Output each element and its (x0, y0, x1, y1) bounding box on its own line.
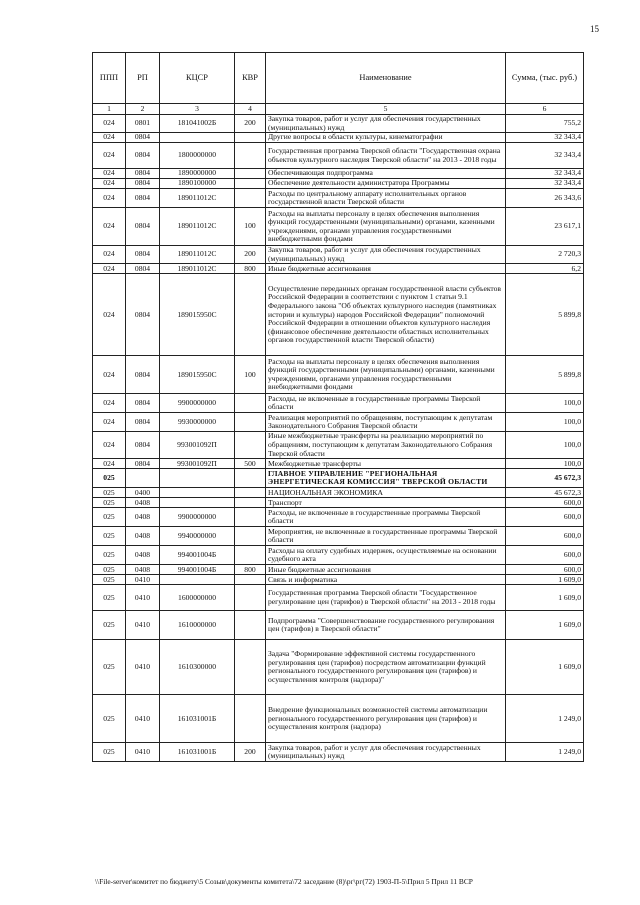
cell-rp: 0410 (126, 743, 160, 762)
cell-sum: 100,0 (506, 432, 584, 459)
cell-name: Расходы на оплату судебных издержек, осуществляемые на основании судебного акта (266, 546, 506, 565)
cell-kvr: 100 (235, 356, 266, 394)
cell-kvr (235, 189, 266, 208)
cell-name: Расходы по центральному аппарату исполнительных органов государственной власти Тверской области (266, 189, 506, 208)
cell-name: Государственная программа Тверской области "Государственное регулирование цен (тарифов) в Тверской области" на 2013 - 2018 годы (266, 585, 506, 611)
cell-name: Закупка товаров, работ и услуг для обеспечения государственных (муниципальных) нужд (266, 246, 506, 264)
cell-name: Подпрограмма "Совершенствование государственного регулирования цен (тарифов) в Тверской области" (266, 611, 506, 640)
table-row (93, 274, 584, 356)
header-ppp: ППП (93, 53, 126, 104)
cell-kcsr: 9900000000 (160, 394, 235, 413)
table-row (93, 189, 584, 208)
footer-file-path: \\File-server\комитет по бюджету\5 Созыв\документы комитета\72 заседание (8)\рг\рг(72) 1903-П-5\Прил 5 Прил 11 ВСР (95, 877, 473, 886)
cell-sum: 1 609,0 (506, 611, 584, 640)
table-row (93, 546, 584, 565)
cell-ppp: 024 (93, 413, 126, 432)
cell-sum: 1 609,0 (506, 575, 584, 585)
table-row (93, 169, 584, 179)
cell-rp: 0804 (126, 413, 160, 432)
budget-table (92, 52, 584, 762)
cell-kcsr: 1890000000 (160, 169, 235, 179)
cell-ppp: 024 (93, 356, 126, 394)
cell-sum: 1 609,0 (506, 640, 584, 695)
cell-kvr (235, 274, 266, 356)
cell-name: Межбюджетные трансферты (266, 459, 506, 469)
cell-name: Связь и информатика (266, 575, 506, 585)
cell-rp: 0801 (126, 115, 160, 133)
cell-kcsr: 189015950С (160, 274, 235, 356)
table-row (93, 179, 584, 189)
cell-sum: 45 672,3 (506, 488, 584, 498)
table-row (93, 143, 584, 169)
table-row (93, 743, 584, 762)
cell-kcsr: 189015950С (160, 356, 235, 394)
table-row (93, 611, 584, 640)
cell-ppp: 025 (93, 546, 126, 565)
cell-rp (126, 469, 160, 488)
cell-kvr (235, 585, 266, 611)
cell-sum: 600,0 (506, 508, 584, 527)
cell-kvr: 200 (235, 115, 266, 133)
cell-kcsr: 9930000000 (160, 413, 235, 432)
cell-ppp: 025 (93, 575, 126, 585)
cell-ppp: 025 (93, 585, 126, 611)
table-row (93, 585, 584, 611)
cell-kcsr: 161031001Б (160, 695, 235, 743)
cell-kcsr: 1610300000 (160, 640, 235, 695)
cell-kcsr: 9900000000 (160, 508, 235, 527)
cell-rp: 0804 (126, 264, 160, 274)
column-number: 3 (160, 104, 235, 115)
table-row (93, 432, 584, 459)
cell-kvr (235, 575, 266, 585)
cell-ppp: 024 (93, 133, 126, 143)
column-number: 5 (266, 104, 506, 115)
cell-name: Расходы, не включенные в государственные программы Тверской области (266, 508, 506, 527)
cell-sum: 23 617,1 (506, 208, 584, 246)
cell-kcsr: 189011012С (160, 246, 235, 264)
cell-name: Государственная программа Тверской области "Государственная охрана объектов культурного наследия Тверской области" на 2013 - 2018 годы (266, 143, 506, 169)
table-row (93, 356, 584, 394)
cell-name: Иные межбюджетные трансферты на реализацию мероприятий по обращениям, поступающим к депутатам Законодательного Собрания Тверской области (266, 432, 506, 459)
cell-kcsr (160, 498, 235, 508)
cell-rp: 0408 (126, 565, 160, 575)
cell-sum: 2 720,3 (506, 246, 584, 264)
cell-kvr (235, 695, 266, 743)
cell-kvr (235, 611, 266, 640)
table-row (93, 527, 584, 546)
cell-rp: 0804 (126, 133, 160, 143)
column-number: 2 (126, 104, 160, 115)
cell-ppp: 024 (93, 179, 126, 189)
cell-name: Транспорт (266, 498, 506, 508)
cell-sum: 600,0 (506, 565, 584, 575)
cell-kvr (235, 143, 266, 169)
cell-ppp: 025 (93, 743, 126, 762)
cell-kcsr (160, 469, 235, 488)
cell-ppp: 024 (93, 208, 126, 246)
cell-kvr (235, 469, 266, 488)
cell-name: Мероприятия, не включенные в государственные программы Тверской области (266, 527, 506, 546)
cell-rp: 0410 (126, 585, 160, 611)
cell-rp: 0804 (126, 432, 160, 459)
cell-kcsr: 161031001Б (160, 743, 235, 762)
cell-ppp: 024 (93, 274, 126, 356)
cell-kvr (235, 432, 266, 459)
cell-rp: 0408 (126, 508, 160, 527)
cell-rp: 0408 (126, 498, 160, 508)
cell-ppp: 025 (93, 498, 126, 508)
cell-kcsr (160, 575, 235, 585)
cell-ppp: 024 (93, 115, 126, 133)
cell-rp: 0804 (126, 274, 160, 356)
cell-ppp: 024 (93, 432, 126, 459)
cell-name: ГЛАВНОЕ УПРАВЛЕНИЕ "РЕГИОНАЛЬНАЯ ЭНЕРГЕТИЧЕСКАЯ КОМИССИЯ" ТВЕРСКОЙ ОБЛАСТИ (266, 469, 506, 488)
cell-kcsr: 1890100000 (160, 179, 235, 189)
cell-kcsr: 1600000000 (160, 585, 235, 611)
cell-rp: 0804 (126, 169, 160, 179)
cell-sum: 6,2 (506, 264, 584, 274)
cell-ppp: 025 (93, 565, 126, 575)
cell-sum: 26 343,6 (506, 189, 584, 208)
column-number-row (93, 104, 584, 115)
cell-sum: 100,0 (506, 394, 584, 413)
cell-ppp: 024 (93, 459, 126, 469)
cell-kcsr: 181041002Б (160, 115, 235, 133)
cell-sum: 600,0 (506, 498, 584, 508)
cell-kvr (235, 488, 266, 498)
cell-ppp: 025 (93, 527, 126, 546)
cell-kvr (235, 546, 266, 565)
cell-sum: 5 899,8 (506, 356, 584, 394)
cell-rp: 0804 (126, 356, 160, 394)
table-row (93, 469, 584, 488)
table-row (93, 459, 584, 469)
cell-rp: 0804 (126, 208, 160, 246)
cell-sum: 32 343,4 (506, 169, 584, 179)
cell-ppp: 025 (93, 469, 126, 488)
cell-kvr (235, 394, 266, 413)
table-row (93, 394, 584, 413)
cell-kvr (235, 413, 266, 432)
cell-sum: 100,0 (506, 459, 584, 469)
table-row (93, 508, 584, 527)
cell-kcsr: 1610000000 (160, 611, 235, 640)
cell-rp: 0804 (126, 143, 160, 169)
table-row (93, 246, 584, 264)
cell-kcsr: 189011012С (160, 208, 235, 246)
table-row (93, 133, 584, 143)
cell-name: Осуществление переданных органам государственной власти субъектов Российской Федерации в соответствии с пунктом 1 статьи 9.1 Федерального закона "Об объектах культурного наследия (памятниках истории и культуры) народов Российской Федерации" полномочий Российской Федерации в отношении объектов культурного наследия (финансовое обеспечение деятельности областных исполнительных органов государственной власти Тверской области) (266, 274, 506, 356)
table-row (93, 498, 584, 508)
cell-name: Другие вопросы в области культуры, кинематографии (266, 133, 506, 143)
page-number: 15 (590, 24, 599, 34)
cell-kcsr: 994001004Б (160, 565, 235, 575)
cell-kvr (235, 527, 266, 546)
cell-ppp: 025 (93, 695, 126, 743)
cell-ppp: 025 (93, 488, 126, 498)
cell-sum: 755,2 (506, 115, 584, 133)
cell-kvr: 100 (235, 208, 266, 246)
cell-name: Внедрение функциональных возможностей системы автоматизации регионального государственного регулирования цен (тарифов) и осуществления контроля (надзора) (266, 695, 506, 743)
cell-kvr: 200 (235, 246, 266, 264)
cell-kcsr (160, 133, 235, 143)
cell-ppp: 024 (93, 169, 126, 179)
cell-name: Расходы на выплаты персоналу в целях обеспечения выполнения функций государственными (муниципальными) органами, казенными учреждениями, органами управления государственными внебюджетными фондами (266, 208, 506, 246)
cell-name: Обеспечивающая подпрограмма (266, 169, 506, 179)
cell-rp: 0804 (126, 459, 160, 469)
cell-rp: 0804 (126, 246, 160, 264)
cell-rp: 0804 (126, 179, 160, 189)
cell-kvr (235, 179, 266, 189)
column-number: 1 (93, 104, 126, 115)
column-number: 6 (506, 104, 584, 115)
cell-kvr: 800 (235, 264, 266, 274)
header-rp: РП (126, 53, 160, 104)
cell-kcsr: 189011012С (160, 189, 235, 208)
header-kvr: КВР (235, 53, 266, 104)
table-body (93, 115, 584, 762)
cell-rp: 0410 (126, 575, 160, 585)
cell-sum: 1 249,0 (506, 743, 584, 762)
cell-kvr: 800 (235, 565, 266, 575)
cell-rp: 0804 (126, 394, 160, 413)
table-row (93, 413, 584, 432)
header-name: Наименование (266, 53, 506, 104)
table-row (93, 115, 584, 133)
cell-ppp: 024 (93, 246, 126, 264)
cell-kvr (235, 498, 266, 508)
cell-kvr (235, 640, 266, 695)
cell-kvr (235, 508, 266, 527)
cell-ppp: 024 (93, 189, 126, 208)
cell-rp: 0400 (126, 488, 160, 498)
cell-kcsr: 9940000000 (160, 527, 235, 546)
table-row (93, 575, 584, 585)
cell-sum: 32 343,4 (506, 179, 584, 189)
cell-sum: 45 672,3 (506, 469, 584, 488)
table-row (93, 208, 584, 246)
table-header-row (93, 53, 584, 104)
cell-name: Расходы на выплаты персоналу в целях обеспечения выполнения функций государственными (муниципальными) органами, казенными учреждениями, органами управления государственными внебюджетными фондами (266, 356, 506, 394)
cell-sum: 1 249,0 (506, 695, 584, 743)
header-sum: Сумма, (тыс. руб.) (506, 53, 584, 104)
cell-name: Иные бюджетные ассигнования (266, 264, 506, 274)
cell-kcsr: 1800000000 (160, 143, 235, 169)
cell-name: Реализация мероприятий по обращениям, поступающим к депутатам Законодательного Собрания Тверской области (266, 413, 506, 432)
cell-name: НАЦИОНАЛЬНАЯ ЭКОНОМИКА (266, 488, 506, 498)
column-number: 4 (235, 104, 266, 115)
table-row (93, 488, 584, 498)
table-row (93, 264, 584, 274)
cell-kcsr: 993001092П (160, 432, 235, 459)
cell-rp: 0804 (126, 189, 160, 208)
cell-ppp: 024 (93, 264, 126, 274)
cell-kcsr: 993001092П (160, 459, 235, 469)
cell-kcsr: 994001004Б (160, 546, 235, 565)
cell-ppp: 025 (93, 611, 126, 640)
cell-kvr: 500 (235, 459, 266, 469)
cell-name: Обеспечение деятельности администратора Программы (266, 179, 506, 189)
cell-name: Иные бюджетные ассигнования (266, 565, 506, 575)
cell-ppp: 024 (93, 394, 126, 413)
cell-sum: 32 343,4 (506, 143, 584, 169)
table-row (93, 565, 584, 575)
cell-ppp: 025 (93, 640, 126, 695)
cell-kcsr (160, 488, 235, 498)
cell-kvr: 200 (235, 743, 266, 762)
cell-name: Закупка товаров, работ и услуг для обеспечения государственных (муниципальных) нужд (266, 743, 506, 762)
cell-kvr (235, 169, 266, 179)
cell-sum: 600,0 (506, 546, 584, 565)
table-row (93, 695, 584, 743)
cell-name: Закупка товаров, работ и услуг для обеспечения государственных (муниципальных) нужд (266, 115, 506, 133)
cell-rp: 0410 (126, 611, 160, 640)
cell-name: Расходы, не включенные в государственные программы Тверской области (266, 394, 506, 413)
cell-ppp: 024 (93, 143, 126, 169)
cell-rp: 0408 (126, 546, 160, 565)
cell-ppp: 025 (93, 508, 126, 527)
cell-kvr (235, 133, 266, 143)
table-row (93, 640, 584, 695)
cell-sum: 600,0 (506, 527, 584, 546)
cell-rp: 0410 (126, 695, 160, 743)
cell-sum: 1 609,0 (506, 585, 584, 611)
cell-sum: 100,0 (506, 413, 584, 432)
header-kcsr: КЦСР (160, 53, 235, 104)
cell-sum: 32 343,4 (506, 133, 584, 143)
cell-name: Задача "Формирование эффективной системы государственного регулирования цен (тарифов) посредством автоматизации функций регионального государственного регулирования цен (тарифов) и осуществления контроля (надзора)" (266, 640, 506, 695)
cell-rp: 0408 (126, 527, 160, 546)
cell-kcsr: 189011012С (160, 264, 235, 274)
cell-sum: 5 899,8 (506, 274, 584, 356)
cell-rp: 0410 (126, 640, 160, 695)
